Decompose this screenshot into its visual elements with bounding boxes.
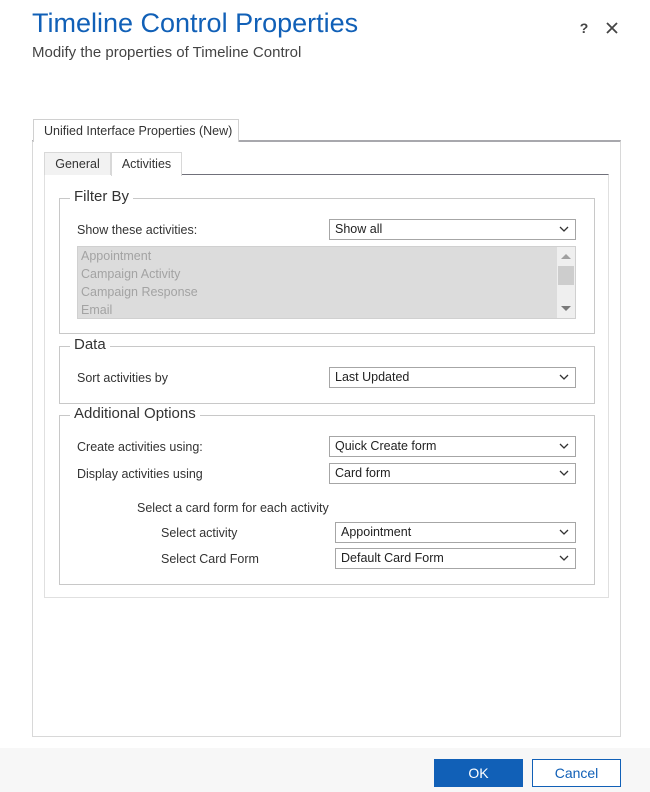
data-legend: Data (70, 336, 110, 354)
tab-label: Unified Interface Properties (New) (44, 124, 233, 138)
select-card-form-dropdown[interactable] (335, 548, 576, 569)
list-item: Campaign Response (81, 285, 198, 299)
show-activities-dropdown[interactable] (329, 219, 576, 240)
display-activities-label: Display activities using (77, 467, 203, 481)
tab-activities[interactable] (111, 152, 182, 176)
tab-label: Activities (121, 157, 172, 171)
card-form-heading: Select a card form for each activity (137, 501, 329, 515)
dialog-title: Timeline Control Properties (32, 8, 359, 38)
chevron-down-icon (559, 469, 569, 477)
dropdown-value: Show all (335, 222, 383, 236)
scroll-down-icon[interactable] (561, 306, 571, 311)
tab-general[interactable] (44, 152, 111, 175)
list-item: Campaign Activity (81, 267, 181, 281)
additional-options-legend: Additional Options (70, 405, 200, 423)
dropdown-value: Default Card Form (341, 551, 444, 565)
sort-activities-label: Sort activities by (77, 371, 169, 385)
scroll-thumb[interactable] (558, 266, 574, 285)
sort-activities-dropdown[interactable] (329, 367, 576, 388)
chevron-down-icon (559, 554, 569, 562)
listbox-scrollbar[interactable] (557, 247, 575, 318)
close-button[interactable] (603, 19, 621, 37)
list-item: Appointment (81, 249, 152, 263)
list-item: Email (81, 303, 113, 317)
dropdown-value: Appointment (341, 525, 412, 539)
display-activities-dropdown[interactable] (329, 463, 576, 484)
tab-unified-interface-properties[interactable] (33, 119, 239, 142)
help-icon: ? (579, 20, 589, 36)
select-activity-label: Select activity (161, 526, 238, 540)
activity-listbox (77, 246, 576, 319)
select-card-form-label: Select Card Form (161, 552, 259, 566)
chevron-down-icon (559, 528, 569, 536)
dropdown-value: Card form (335, 466, 391, 480)
create-activities-label: Create activities using: (77, 440, 203, 454)
create-activities-dropdown[interactable] (329, 436, 576, 457)
dialog-subtitle: Modify the properties of Timeline Control (32, 44, 302, 61)
chevron-down-icon (559, 225, 569, 233)
close-icon (603, 19, 621, 37)
show-activities-label: Show these activities: (77, 223, 198, 237)
dropdown-value: Last Updated (335, 370, 410, 384)
help-button[interactable] (577, 20, 591, 38)
chevron-down-icon (559, 442, 569, 450)
ok-button[interactable]: OK (434, 759, 523, 787)
scroll-up-icon[interactable] (561, 254, 571, 259)
cancel-button[interactable]: Cancel (532, 759, 621, 787)
filter-by-legend: Filter By (70, 188, 133, 206)
tab-label: General (55, 157, 100, 171)
select-activity-dropdown[interactable] (335, 522, 576, 543)
chevron-down-icon (559, 373, 569, 381)
dropdown-value: Quick Create form (335, 439, 437, 453)
